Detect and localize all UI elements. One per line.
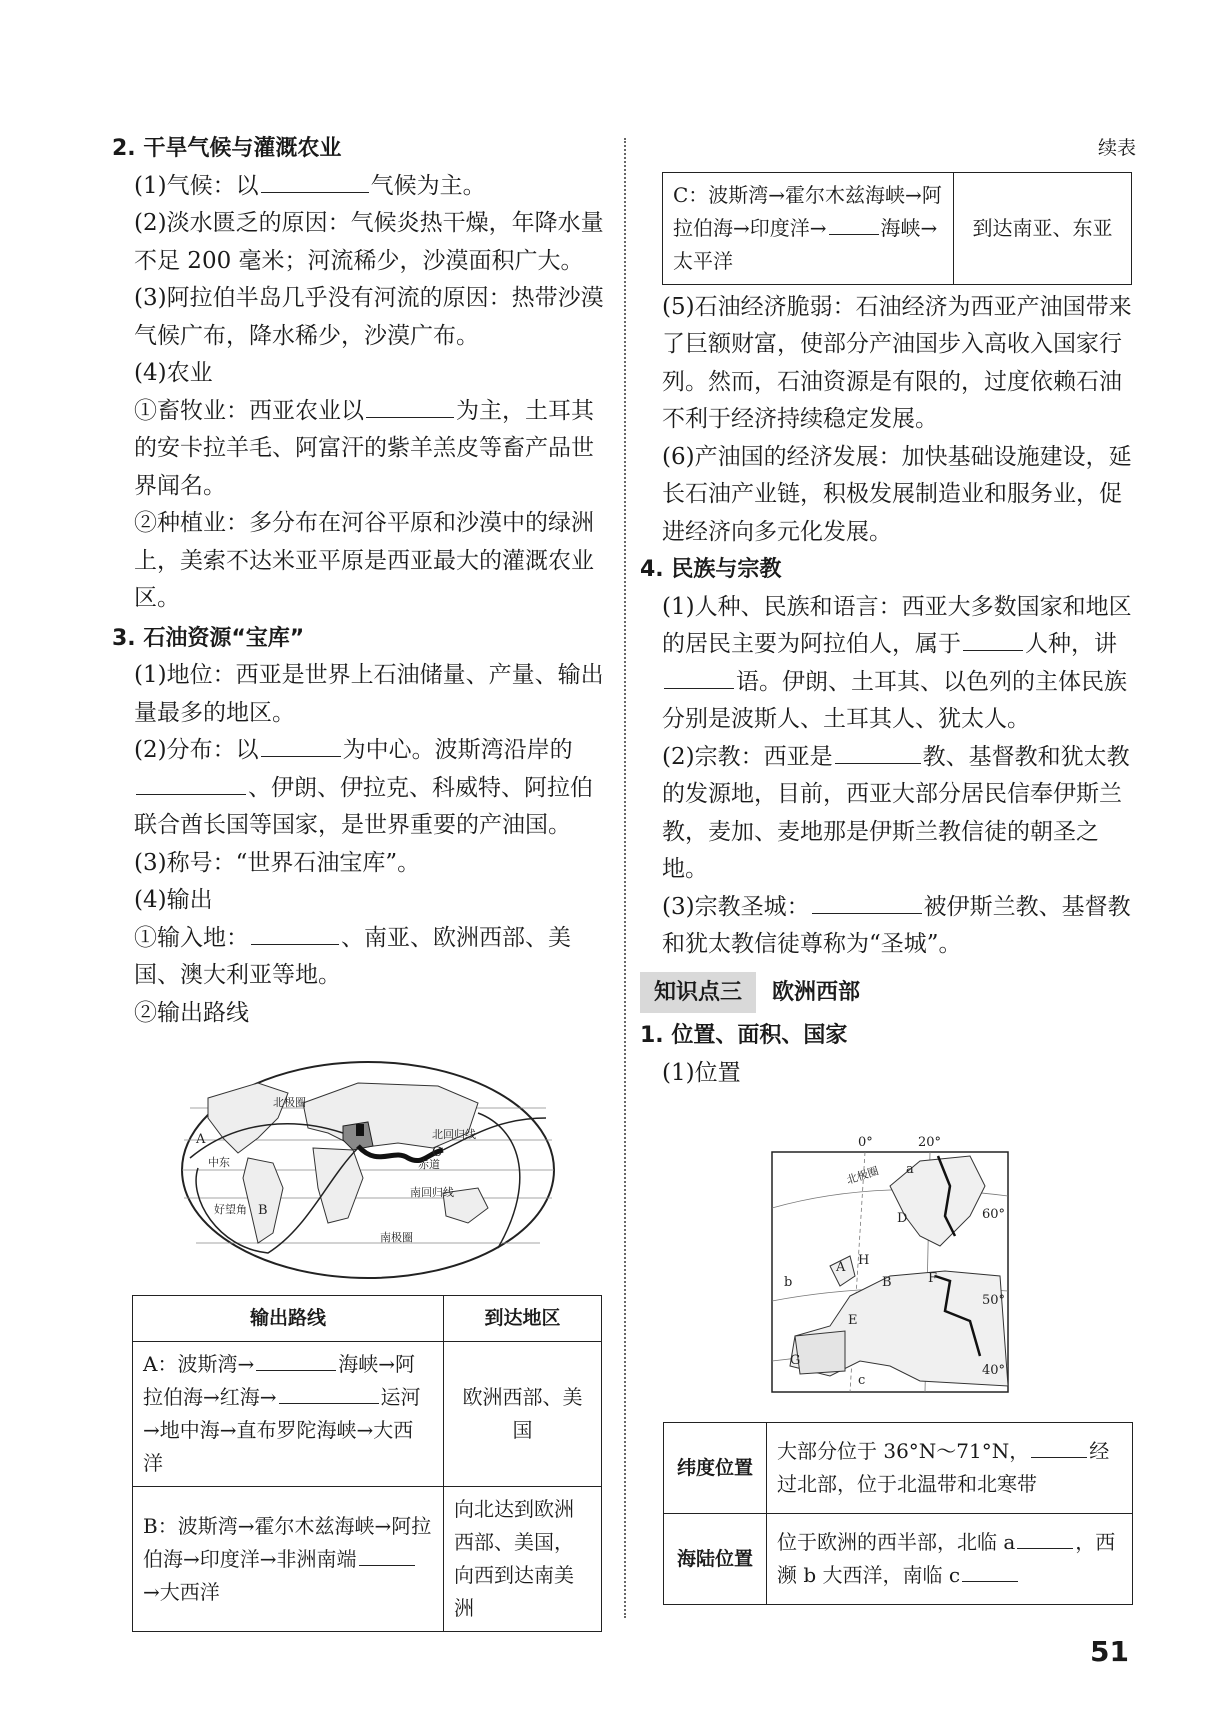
map-label-country-g: G [790,1353,801,1368]
k1-title: 1. 位置、面积、国家 [640,1023,848,1048]
answer-blank[interactable] [279,1383,379,1404]
answer-blank[interactable] [261,733,341,757]
map-label-antarctic: 南极圈 [380,1231,413,1244]
map-label-country-d: D [897,1211,908,1226]
answer-blank[interactable] [1017,1528,1073,1549]
s4-holy-city: (3)宗教圣城： 被伊斯兰教、基督教和犹太教信徒尊称为“圣城”。 [640,889,1136,964]
map-label-country-a: A [836,1260,846,1275]
s2-pastoral: ①畜牧业：西亚农业以 为主，土耳其的安卡拉羊毛、阿富汗的紫羊羔皮等畜产品世界闻名。 [112,393,608,506]
map-label-a: a [906,1162,914,1177]
table-row [663,172,1132,284]
answer-blank[interactable] [664,665,734,689]
s3-routes: ②输出路线 [134,999,249,1026]
map-label-cape: 好望角 [214,1203,247,1216]
s2-arabia: (3)阿拉伯半岛几乎没有河流的原因：热带沙漠气候广布，降水稀少，沙漠广布。 [134,285,604,349]
map-label-country-e: E [848,1313,858,1328]
answer-blank[interactable] [835,740,921,764]
route-table-continued [662,172,1132,285]
s2-agri: (4)农业 [134,360,213,386]
western-europe-map [770,1126,1014,1396]
oil-economy-development: (6)产油国的经济发展：加快基础设施建设，延长石油产业链，积极发展制造业和服务业，促进经济向多元化发展。 [662,443,1132,545]
answer-blank[interactable] [963,627,1023,651]
table-row [664,1423,1133,1514]
map-label-50deg: 50° [982,1293,1006,1308]
left-column [112,130,608,1032]
map-label-arctic: 北极圈 [273,1096,306,1109]
answer-blank[interactable] [812,890,922,914]
s3-import: ①输入地： 、南亚、欧洲西部、美国、澳大利亚等地。 [112,920,608,995]
right-column [640,130,1136,1092]
map-label-tropic-capricorn: 南回归线 [410,1186,454,1199]
map-label-tropic-cancer: 北回归线 [432,1128,476,1141]
route-a-destination: 欧洲西部、美国 [444,1342,602,1487]
route-b-destination: 向北达到欧洲西部、美国，向西到达南美洲 [444,1487,602,1632]
map-label-country-f: F [928,1271,938,1286]
route-table [132,1295,602,1632]
map-label-sea-c: c [858,1373,866,1388]
world-oil-route-map [178,1058,558,1283]
latitude-label: 纬度位置 [664,1423,767,1514]
land-sea-label: 海陆位置 [664,1514,767,1605]
column-divider [624,138,626,1618]
answer-blank[interactable] [1031,1437,1087,1458]
s2-climate: (1)气候：以 气候为主。 [112,168,608,206]
s4-religion: (2)宗教：西亚是 教、基督教和犹太教的发源地，目前，西亚大部分居民信奉伊斯兰教，麦加、麦地那是伊斯兰教信徒的朝圣之地。 [640,739,1136,889]
route-a: A：波斯湾→ 海峡→阿拉伯海→红海→ 运河→地中海→直布罗陀海峡→大西洋 [133,1342,444,1487]
position-table [663,1422,1133,1605]
map-label-country-h: H [858,1253,870,1268]
s4-race: (1)人种、民族和语言：西亚大多数国家和地区的居民主要为阿拉伯人，属于 人种，讲语。伊朗、土耳其、以色列的主体民族分别是波斯人、土耳其人、犹太人。 [662,593,1132,732]
knowledge-point-label: 知识点三 [640,972,756,1014]
map-label-ocean-b: b [784,1275,793,1290]
map-label-route-a: A [196,1132,206,1147]
k1-position: (1)位置 [662,1059,741,1086]
s3-title-name: (3)称号：“世界石油宝库”。 [134,849,421,876]
route-b: B：波斯湾→霍尔木兹海峡→阿拉伯海→印度洋→非洲南端→大西洋 [133,1487,444,1632]
map-label-40deg: 40° [982,1363,1006,1378]
table-row [664,1514,1133,1605]
map-label-route-c: C [432,1145,442,1160]
section-4-title: 4. 民族与宗教 [640,557,782,582]
oil-economy-fragile: (5)石油经济脆弱：石油经济为西亚产油国带来了巨额财富，使部分产油国步入高收入国家行列。然而，石油资源是有限的，过度依赖石油不利于经济持续稳定发展。 [662,293,1132,432]
map-label-60deg: 60° [982,1207,1006,1222]
section-3-title: 3. 石油资源“宝库” [112,625,305,651]
map-label-0deg: 0° [858,1135,873,1150]
map-label-middle-east: 中东 [208,1156,230,1169]
knowledge-point-title: 欧洲西部 [772,979,861,1005]
latitude-value: 大部分位于 36°N～71°N， 经过北部，位于北温带和北寒带 [767,1423,1133,1514]
s2-crops: ②种植业：多分布在河谷平原和沙漠中的绿洲上，美索不达米亚平原是西亚最大的灌溉农业区。 [134,510,594,611]
s2-water: (2)淡水匮乏的原因：气候炎热干燥，年降水量不足 200 毫米；河流稀少，沙漠面积广大。 [134,210,604,274]
s3-distribution: (2)分布：以 为中心。波斯湾沿岸的、伊朗、伊拉克、科威特、阿拉伯联合酋长国等国家，是世界重要的产油国。 [112,732,608,845]
answer-blank[interactable] [366,394,454,418]
s3-status: (1)地位：西亚是世界上石油储量、产量、输出量最多的地区。 [134,662,604,726]
knowledge-point-header [640,972,1136,1014]
map-label-20deg: 20° [918,1135,942,1150]
map-label-country-b: B [882,1275,892,1290]
continued-label: 续表 [1097,137,1136,159]
answer-blank[interactable] [136,771,246,795]
route-c: C：波斯湾→霍尔木兹海峡→阿拉伯海→印度洋→ 海峡→太平洋 [663,172,954,284]
answer-blank[interactable] [261,169,369,193]
s3-output: (4)输出 [134,887,213,913]
route-header: 输出路线 [133,1296,444,1342]
page-number: 51 [1090,1635,1129,1668]
table-row [133,1487,602,1632]
map-label-route-b: B [258,1203,268,1218]
map-label-equator: 赤道 [418,1158,440,1171]
answer-blank[interactable] [829,214,879,235]
destination-header: 到达地区 [444,1296,602,1342]
answer-blank[interactable] [251,921,339,945]
answer-blank[interactable] [962,1561,1018,1582]
section-2-title: 2. 干旱气候与灌溉农业 [112,136,342,161]
map-label-arctic-circle: 北极圈 [844,1164,881,1187]
land-sea-value: 位于欧洲的西半部，北临 a ，西濒 b 大西洋，南临 c [767,1514,1133,1605]
answer-blank[interactable] [256,1350,336,1371]
table-row [133,1342,602,1487]
route-c-destination: 到达南亚、东亚 [954,172,1132,284]
answer-blank[interactable] [359,1545,415,1566]
